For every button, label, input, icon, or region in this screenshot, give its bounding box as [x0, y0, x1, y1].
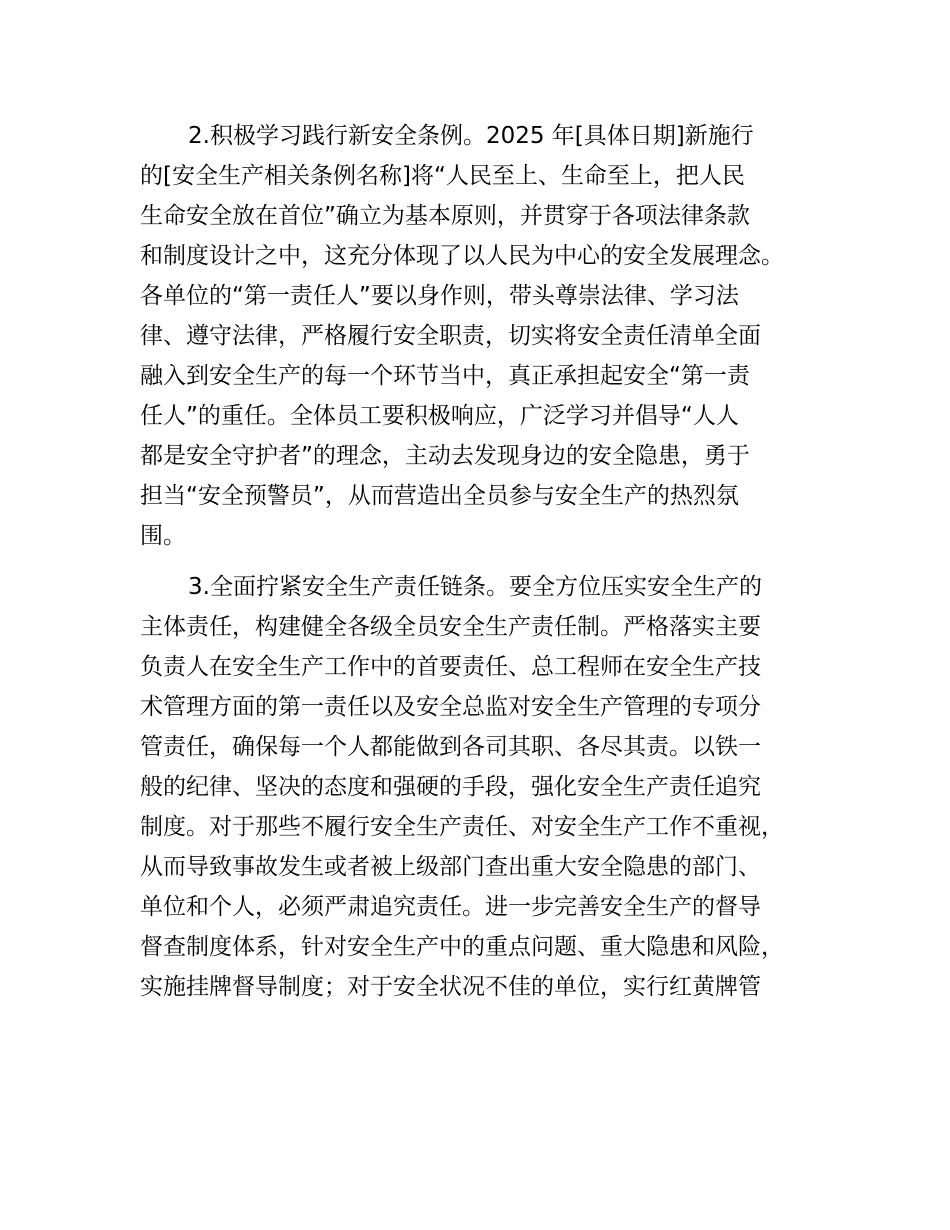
paragraph-line: 单位和个人，必须严肃追究责任。进一步完善安全生产的督导	[140, 894, 761, 920]
paragraph-line: 实施挂牌督导制度；对于安全状况不佳的单位，实行红黄牌管	[140, 974, 761, 1000]
paragraph-line: 和制度设计之中，这充分体现了以人民为中心的安全发展理念。	[140, 243, 784, 269]
paragraph-line: 制度。对于那些不履行安全生产责任、对安全生产工作不重视，	[140, 814, 784, 840]
paragraph-line: 负责人在安全生产工作中的首要责任、总工程师在安全生产技	[140, 654, 761, 680]
paragraph-line: 从而导致事故发生或者被上级部门查出重大安全隐患的部门、	[140, 854, 761, 880]
paragraph-line: 的[安全生产相关条例名称]将“人民至上、生命至上，把人民	[140, 163, 745, 189]
paragraph-line: 律、遵守法律，严格履行安全职责，切实将安全责任清单全面	[140, 323, 761, 349]
paragraph-line: 术管理方面的第一责任以及安全总监对安全生产管理的专项分	[140, 694, 761, 720]
paragraph-line: 融入到安全生产的每一个环节当中，真正承担起安全“第一责	[140, 363, 750, 389]
paragraph-line: 围。	[140, 523, 186, 549]
document-body	[140, 116, 840, 1018]
paragraph-line: 都是安全守护者”的理念，主动去发现身边的安全隐患，勇于	[140, 443, 750, 469]
paragraph-2-safety-regulation	[140, 116, 840, 556]
paragraph-line: 2.积极学习践行新安全条例。2025 年[具体日期]新施行	[188, 123, 754, 149]
paragraph-line: 般的纪律、坚决的态度和强硬的手段，强化安全生产责任追究	[140, 774, 761, 800]
paragraph-line: 生命安全放在首位”确立为基本原则，并贯穿于各项法律条款	[140, 203, 750, 229]
paragraph-line: 管责任，确保每一个人都能做到各司其职、各尽其责。以铁一	[140, 734, 761, 760]
paragraph-line: 3.全面拧紧安全生产责任链条。要全方位压实安全生产的	[188, 574, 762, 600]
paragraph-3-responsibility-chain	[140, 567, 840, 1007]
paragraph-line: 督查制度体系，针对安全生产中的重点问题、重大隐患和风险，	[140, 934, 784, 960]
paragraph-line: 主体责任，构建健全各级全员安全生产责任制。严格落实主要	[140, 614, 761, 640]
paragraph-line: 担当“安全预警员”，从而营造出全员参与安全生产的热烈氛	[140, 483, 739, 509]
paragraph-line: 任人”的重任。全体员工要积极响应，广泛学习并倡导“人人	[140, 403, 739, 429]
paragraph-line: 各单位的“第一责任人”要以身作则，带头尊崇法律、学习法	[140, 283, 739, 309]
